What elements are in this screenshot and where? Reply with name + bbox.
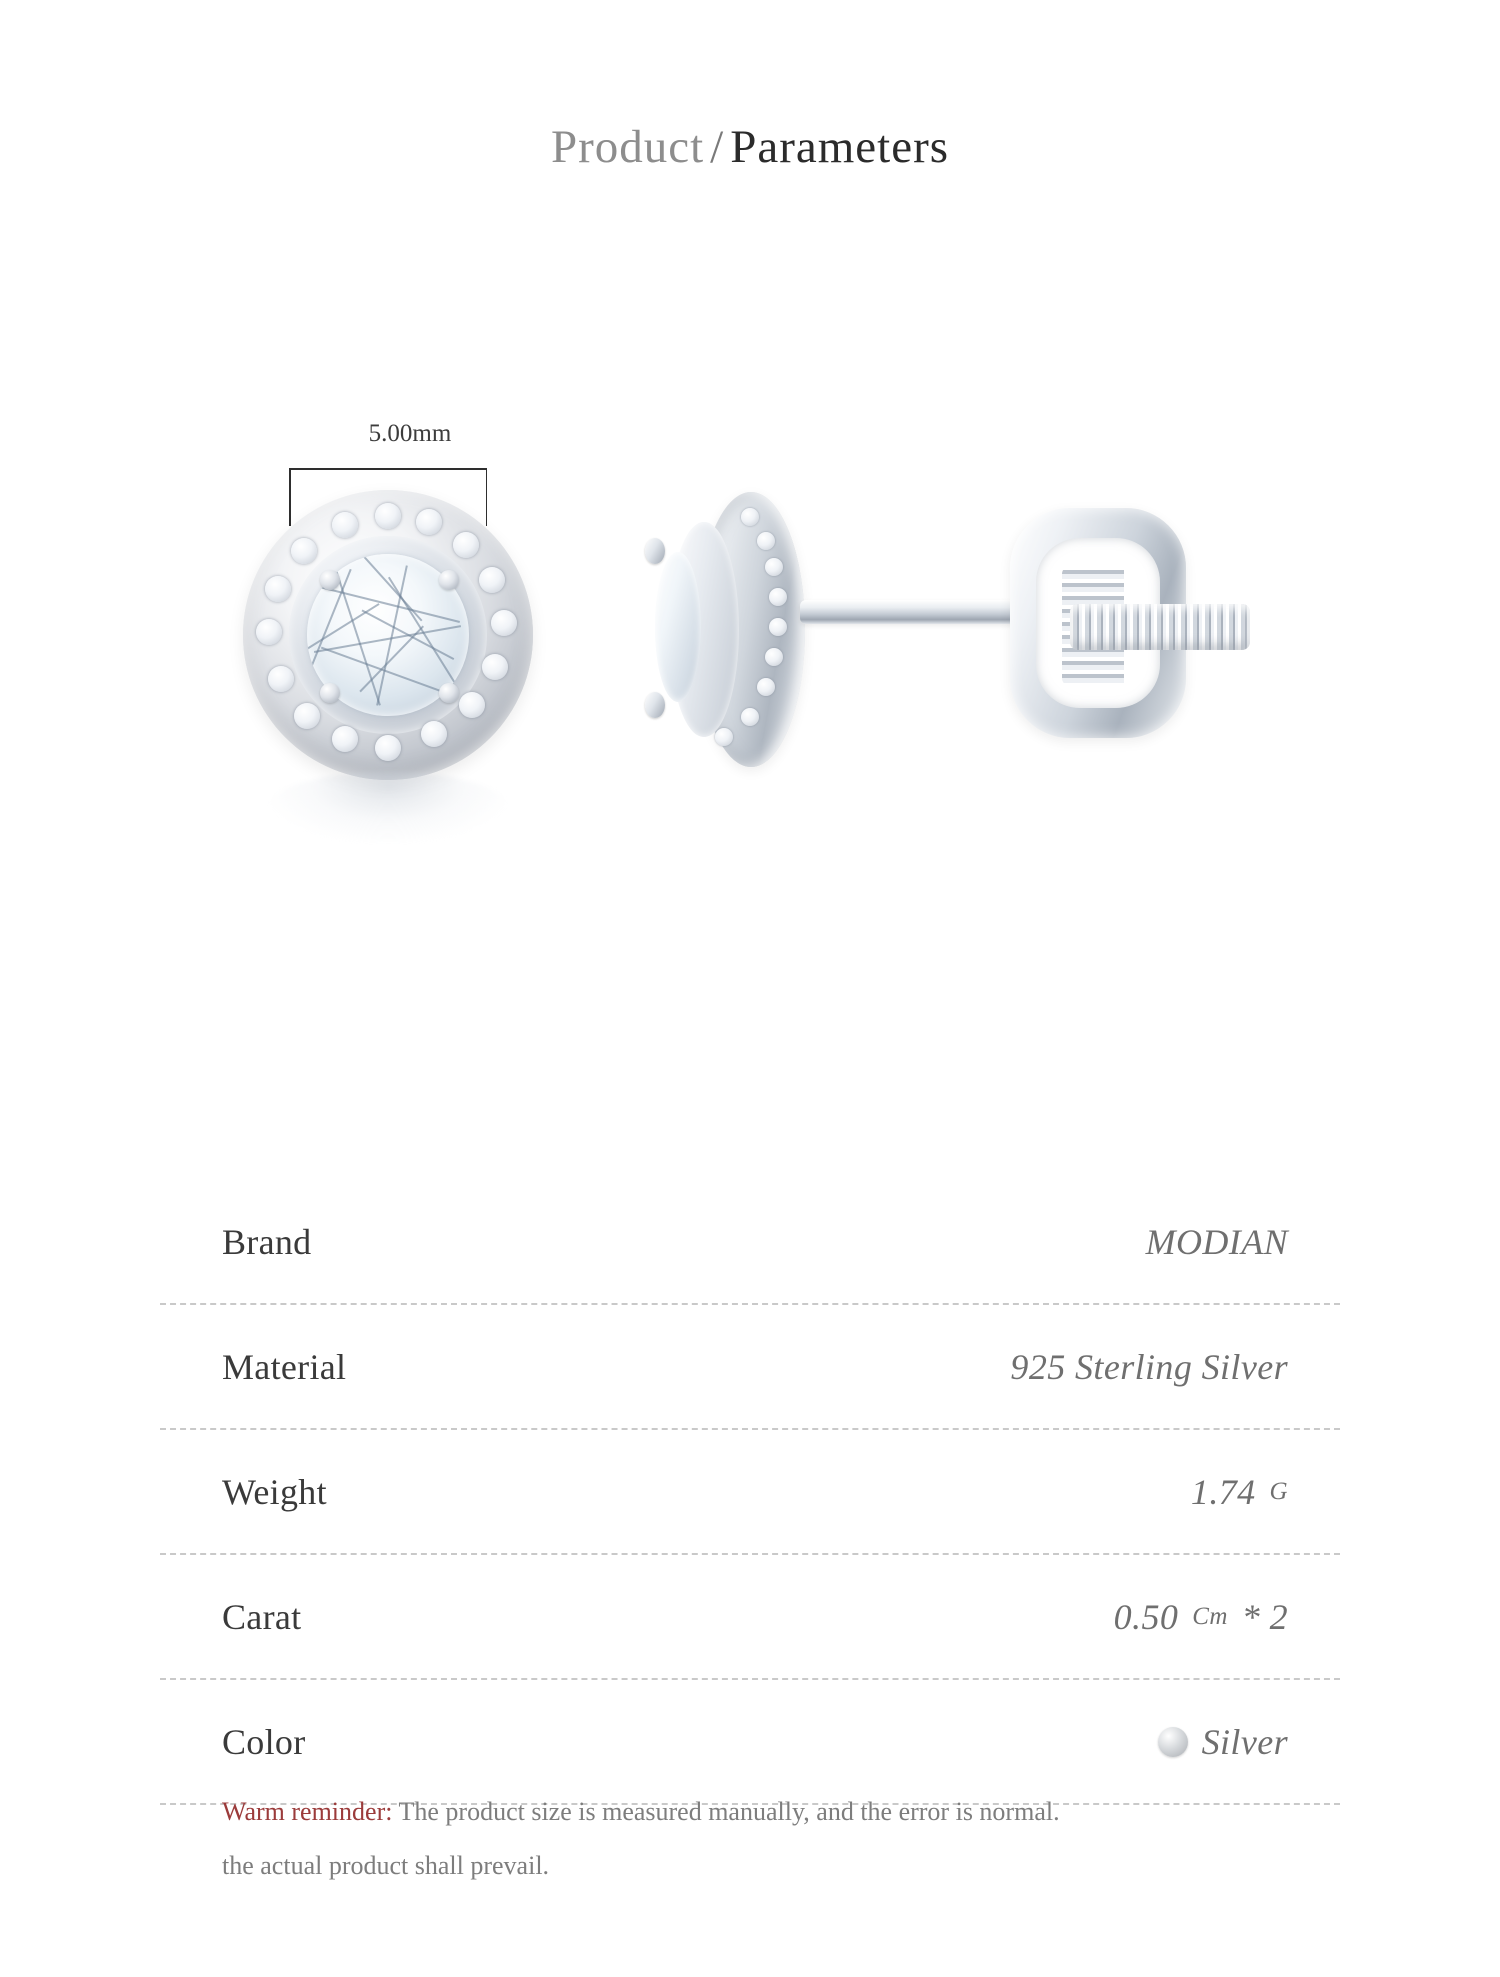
specification-table — [160, 1180, 1340, 1805]
spec-value-carat-unit: Cт — [1192, 1602, 1228, 1630]
spec-value-weight-text: 1.74 — [1190, 1471, 1256, 1512]
dimension-label: 5.00mm — [368, 420, 452, 447]
spec-value-weight — [1191, 1471, 1340, 1513]
color-swatch-icon — [1158, 1727, 1188, 1757]
spec-label-color: Color — [222, 1721, 306, 1762]
table-row — [160, 1180, 1340, 1305]
spec-value-material — [1010, 1346, 1340, 1388]
table-row — [160, 1555, 1340, 1680]
spec-value-material-text: 925 Sterling Silver — [1010, 1346, 1288, 1387]
title-separator: / — [710, 121, 725, 173]
spec-label-carat: Carat — [222, 1596, 302, 1637]
spec-label-weight: Weight — [222, 1471, 327, 1512]
spec-value-carat-text: 0.50 — [1113, 1596, 1179, 1637]
spec-value-color — [1158, 1721, 1340, 1763]
title-word-parameters: Parameters — [730, 121, 950, 173]
table-row — [160, 1305, 1340, 1430]
spec-label-brand: Brand — [222, 1221, 312, 1262]
spec-value-brand — [1146, 1221, 1340, 1263]
product-reflection — [268, 772, 508, 842]
front-view-stud — [243, 490, 533, 780]
spec-value-color-text: Silver — [1201, 1721, 1288, 1762]
page-title — [0, 120, 1500, 174]
title-word-product: Product — [550, 121, 705, 173]
spec-value-brand-text: MODIAN — [1145, 1221, 1288, 1262]
spec-value-weight-unit: G — [1269, 1477, 1288, 1505]
warm-reminder-line1: The product size is measured manually, and the error is normal. — [392, 1797, 1060, 1826]
side-view-stud — [645, 492, 805, 767]
warm-reminder — [222, 1785, 1302, 1893]
product-illustration — [0, 400, 1500, 960]
spec-value-carat-suffix: * 2 — [1241, 1596, 1288, 1637]
spec-label-material: Material — [222, 1346, 347, 1387]
spec-value-carat — [1114, 1596, 1340, 1638]
table-row — [160, 1430, 1340, 1555]
earring-post — [800, 600, 1040, 624]
warm-reminder-label: Warm reminder: — [222, 1797, 393, 1826]
screw-back-clasp — [1010, 508, 1250, 738]
warm-reminder-line2: the actual product shall prevail. — [222, 1851, 550, 1880]
